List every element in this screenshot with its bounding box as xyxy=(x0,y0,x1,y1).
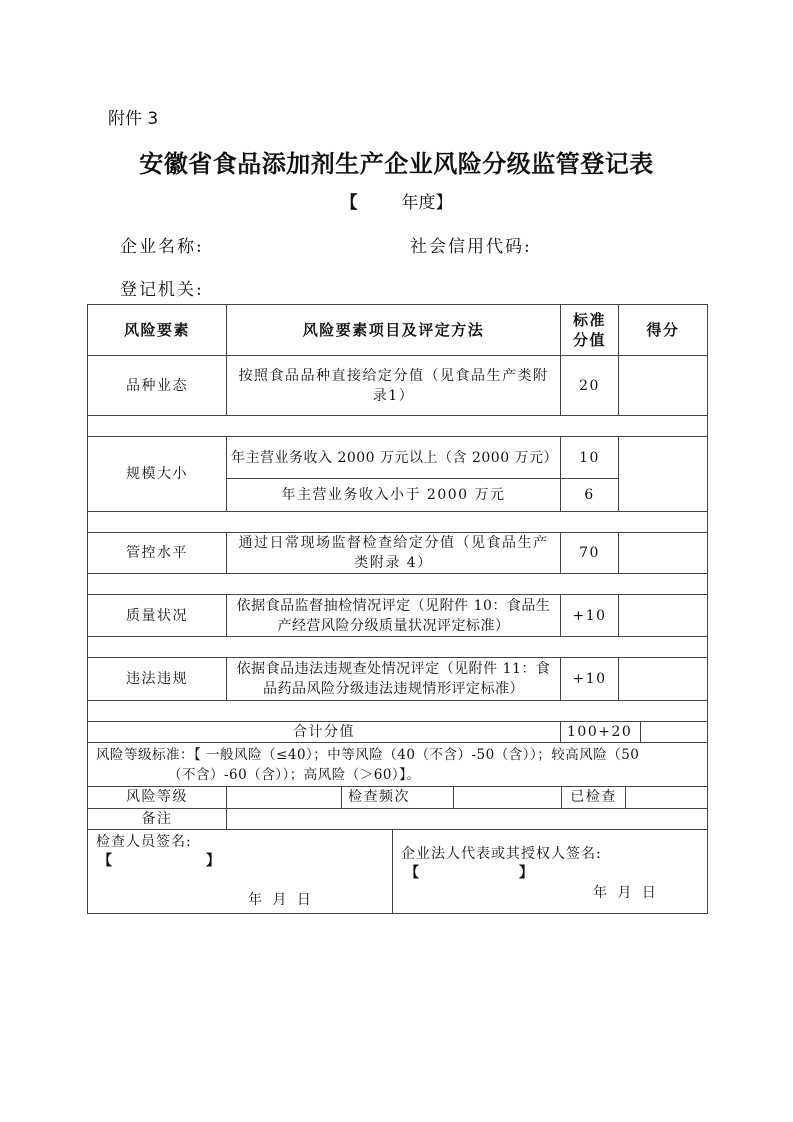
credit-code-label: 社会信用代码: xyxy=(410,237,532,257)
header-standard-line1: 标准 xyxy=(573,311,607,329)
total-label: 合计分值 xyxy=(88,722,561,743)
table-row xyxy=(88,437,708,479)
value-cell: 20 xyxy=(561,356,619,416)
inspector-sign-label: 检查人员签名: xyxy=(96,834,192,850)
annex-label: 附件 3 xyxy=(108,109,159,129)
header-standard xyxy=(561,305,619,356)
method-cell: 年主营业务收入 2000 万元以上（含 2000 万元） xyxy=(227,437,561,479)
signature-row xyxy=(88,830,708,914)
value-cell: 70 xyxy=(561,533,619,574)
risk-criteria xyxy=(88,743,708,787)
risk-level-cell xyxy=(88,787,708,809)
method-cell: 依据食品监督抽检情况评定（见附件 10：食品生产经营风险分级质量状况评定标准） xyxy=(227,595,561,637)
total-cell xyxy=(561,722,708,743)
score-input[interactable] xyxy=(619,437,708,512)
inspector-bracket-open: 【 xyxy=(98,853,114,869)
year-label: 年度】 xyxy=(401,193,453,213)
factor-cell: 品种业态 xyxy=(88,356,227,416)
company-name-label: 企业名称: xyxy=(120,237,204,257)
header-score: 得分 xyxy=(619,305,708,356)
spacer-cell xyxy=(88,416,708,437)
inspection-freq-label: 检查频次 xyxy=(342,787,454,808)
header-method: 风险要素项目及评定方法 xyxy=(227,305,561,356)
remarks-label: 备注 xyxy=(88,809,227,830)
inspected-input[interactable] xyxy=(626,787,707,808)
method-cell: 通过日常现场监督检查给定分值（见食品生产类附录 4） xyxy=(227,533,561,574)
value-cell: 10 xyxy=(561,437,619,479)
remarks-row xyxy=(88,809,708,830)
total-score-input[interactable] xyxy=(641,722,707,742)
spacer-cell xyxy=(88,574,708,595)
registry-label: 登记机关: xyxy=(120,280,204,300)
page-title: 安徽省食品添加剂生产企业风险分级监管登记表 xyxy=(139,150,654,178)
header-standard-line2: 分值 xyxy=(573,331,607,349)
method-cell: 依据食品违法违规查处情况评定（见附件 11：食品药品风险分级违法违规情形评定标准） xyxy=(227,658,561,701)
legal-rep-bracket-close: 】 xyxy=(519,865,535,881)
value-cell: +10 xyxy=(561,595,619,637)
spacer-cell xyxy=(88,637,708,658)
value-cell: +10 xyxy=(561,658,619,701)
score-input[interactable] xyxy=(619,658,708,701)
spacer-row xyxy=(88,512,708,533)
criteria-row xyxy=(88,743,708,787)
remarks-input[interactable] xyxy=(227,809,708,830)
risk-level-input[interactable] xyxy=(227,787,342,808)
legal-rep-bracket-open: 【 xyxy=(405,865,421,881)
signature-cell xyxy=(88,830,708,914)
risk-grading-table xyxy=(87,304,708,914)
year-bracket-open: 【 xyxy=(340,193,358,213)
header-factor: 风险要素 xyxy=(88,305,227,356)
inspector-date: 年 月 日 xyxy=(248,892,314,908)
table-row xyxy=(88,595,708,637)
factor-cell: 管控水平 xyxy=(88,533,227,574)
criteria-line-2: （不含）-60（含））；高风险（＞60）】。 xyxy=(168,766,421,783)
method-cell: 按照食品品种直接给定分值（见食品生产类附录1） xyxy=(227,356,561,416)
inspector-bracket-close: 】 xyxy=(206,853,222,869)
total-row xyxy=(88,722,708,743)
table-row xyxy=(88,356,708,416)
score-input[interactable] xyxy=(619,595,708,637)
legal-rep-sign-label: 企业法人代表或其授权人签名: xyxy=(401,846,602,862)
year-field xyxy=(0,188,793,213)
spacer-cell xyxy=(88,701,708,722)
spacer-row xyxy=(88,701,708,722)
table-row xyxy=(88,533,708,574)
table-header-row xyxy=(88,305,708,356)
factor-cell: 违法违规 xyxy=(88,658,227,701)
criteria-line-1: 风险等级标准：【 一般风险（≤40）；中等风险（40（不含）-50（含））；较高风险（50 xyxy=(96,746,640,763)
spacer-row xyxy=(88,574,708,595)
risk-level-label: 风险等级 xyxy=(88,787,227,808)
inspector-signature-area[interactable] xyxy=(88,830,393,913)
inspected-label: 已检查 xyxy=(562,787,626,808)
method-cell: 年主营业务收入小于 2000 万元 xyxy=(227,479,561,512)
spacer-cell xyxy=(88,512,708,533)
spacer-row xyxy=(88,416,708,437)
risk-level-row xyxy=(88,787,708,809)
legal-rep-date: 年 月 日 xyxy=(593,885,659,901)
table-row xyxy=(88,658,708,701)
factor-cell: 质量状况 xyxy=(88,595,227,637)
score-input[interactable] xyxy=(619,356,708,416)
spacer-row xyxy=(88,637,708,658)
total-value: 100+20 xyxy=(561,722,641,742)
factor-cell: 规模大小 xyxy=(88,437,227,512)
score-input[interactable] xyxy=(619,533,708,574)
legal-rep-signature-area[interactable] xyxy=(393,830,707,913)
value-cell: 6 xyxy=(561,479,619,512)
inspection-freq-input[interactable] xyxy=(454,787,562,808)
